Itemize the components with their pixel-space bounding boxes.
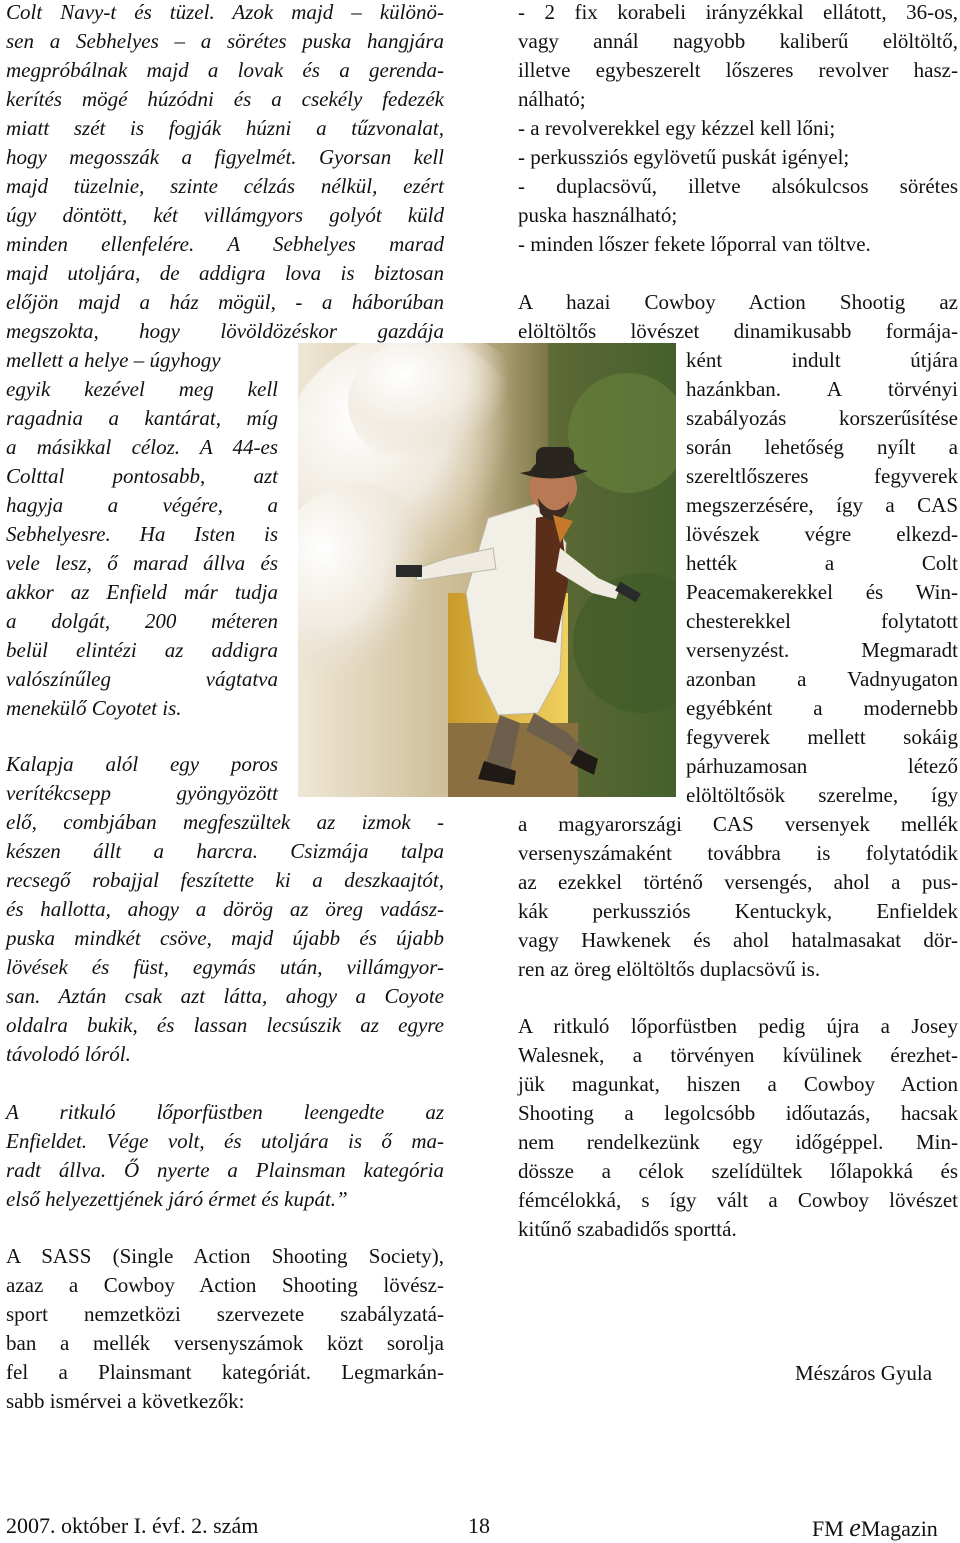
text-line: verítékcsepp gyöngyözött (6, 781, 278, 805)
footer-issue-date: 2007. október I. évf. 2. szám (6, 1513, 259, 1538)
text-line: azaz a Cowboy Action Shooting lövész- (6, 1273, 444, 1297)
text-line: - minden lőszer fekete lőporral van töltve. (518, 232, 871, 256)
text-line: versenyzést. Megmaradt (686, 638, 958, 662)
text-line: ren az öreg elöltöltős duplacsövű is. (518, 957, 821, 981)
text-line: lövések és füst, egymás után, villámgyor- (6, 955, 444, 979)
text-line: - a revolverekkel egy kézzel kell lőni; (518, 116, 836, 140)
text-line: majd tüzelnie, szinte célzás nélkül, ezért (6, 174, 444, 198)
text-line: Sebhelyesre. Ha Isten is (6, 522, 278, 546)
text-line: chesterekkel folytatott (686, 609, 958, 633)
text-line: versenyszámaként továbbra is folytatódik (518, 841, 958, 865)
text-line: - duplacsövű, illetve alsókulcsos sörétes (518, 174, 958, 198)
text-line: a másikkal céloz. A 44-es (6, 435, 278, 459)
text-line: Shooting a legolcsóbb időutazás, hacsak (518, 1101, 958, 1125)
text-line: hogy megosszák a figyelmét. Gyorsan kell (6, 145, 444, 169)
text-line: vagy Hawkenek és ahol hatalmasakat dör- (518, 928, 958, 952)
text-line: egyébként a modernebb (686, 696, 958, 720)
text-line: nem rendelkezünk egy időgéppel. Min- (518, 1130, 958, 1154)
text-line: sport nemzetközi szervezete szabályzatá- (6, 1302, 444, 1326)
text-line: belül elintézi az addigra (6, 638, 278, 662)
text-line: szereltlőszeres fegyverek (686, 464, 958, 488)
text-line: megpróbálnak majd a lovak és a gerenda- (6, 58, 444, 82)
text-line: vele lesz, ő marad állva és (6, 551, 278, 575)
author-signature: Mészáros Gyula (795, 1361, 933, 1385)
text-line: Walesnek, a törvényen kívülinek érezhet- (518, 1043, 958, 1067)
text-line: fegyverek mellett sokáig (686, 725, 958, 749)
text-line: menekülő Coyotet is. (6, 696, 182, 720)
magazine-brand (812, 1513, 938, 1543)
cowboy-shooter-photo (298, 343, 676, 797)
text-line: Enfieldet. Vége volt, és utoljára is ő ma- (6, 1129, 444, 1153)
text-line: a dolgát, 200 méteren (6, 609, 278, 633)
text-line: ként indult útjára (686, 348, 958, 372)
text-line: kák perkussziós Kentuckyk, Enfieldek (518, 899, 958, 923)
text-line: minden ellenfelére. A Sebhelyes marad (6, 232, 444, 256)
text-line: megszokta, hogy lövöldözéskor gazdája (6, 319, 444, 343)
brand-prefix: FM (812, 1516, 850, 1541)
text-line: azonban a Vadnyugaton (686, 667, 958, 691)
text-line: ban a mellék versenyszámok közt sorolja (6, 1331, 444, 1355)
text-line: elöltöltős lövészet dinamikusabb formája- (518, 319, 958, 343)
text-line: majd utoljára, de addigra lova is biztosan (6, 261, 444, 285)
text-line: az ezekkel történő versengés, ahol a pus- (518, 870, 958, 894)
text-line: egyik kezével meg kell (6, 377, 278, 401)
text-line: hették a Colt (686, 551, 958, 575)
brand-e: e (849, 1513, 861, 1542)
text-line: vagy annál nagyobb kaliberű elöltöltő, (518, 29, 958, 53)
text-line: lövészek végre elkezd- (686, 522, 958, 546)
text-line: A hazai Cowboy Action Shootig az (518, 290, 958, 314)
text-line: nálható; (518, 87, 586, 111)
text-line: és hallotta, ahogy a dörög az öreg vadász- (6, 897, 444, 921)
text-line: A ritkuló lőporfüstben leengedte az (6, 1100, 444, 1124)
text-line: mellett a helye – úgyhogy (6, 348, 221, 372)
text-line: kitűnő szabadidős sporttá. (518, 1217, 737, 1241)
text-line: elöltöltősök szerelme, így (686, 783, 958, 807)
text-line: A ritkuló lőporfüstben pedig újra a Josey (518, 1014, 958, 1038)
text-line: fel a Plainsmant kategóriát. Legmarkán- (6, 1360, 444, 1384)
brand-suffix: Magazin (860, 1516, 938, 1541)
text-line: Colt Navy-t és tüzel. Azok majd – különö- (6, 0, 444, 24)
text-line: puska mindkét csöve, majd újabb és újabb (6, 926, 444, 950)
text-line: sen a Sebhelyes – a sörétes puska hangjára (6, 29, 444, 53)
page-number: 18 (468, 1513, 490, 1538)
text-line: ragadnia a kantárat, míg (6, 406, 278, 430)
text-line: távolodó lóról. (6, 1042, 131, 1066)
text-line: fémcélokká, s így vált a Cowboy lövészet (518, 1188, 958, 1212)
text-line: sabb ismérvei a következők: (6, 1389, 245, 1413)
text-line: A SASS (Single Action Shooting Society), (6, 1244, 444, 1268)
text-line: Peacemakerekkel és Win- (686, 580, 958, 604)
text-line: recsegő robajjal feszítette ki a deszkaajtót, (6, 868, 444, 892)
text-line: a magyarországi CAS versenyek mellék (518, 812, 958, 836)
text-line: valószínűleg vágtatva (6, 667, 278, 691)
text-line: Colttal pontosabb, azt (6, 464, 278, 488)
text-line: illetve egybeszerelt lőszeres revolver hasz- (518, 58, 958, 82)
text-line: miatt szét is fogják húzni a tűzvonalat, (6, 116, 444, 140)
text-line: oldalra bukik, és lassan lecsúszik az egyre (6, 1013, 444, 1037)
text-line: párhuzamosan létező (686, 754, 958, 778)
text-line: hagyja a végére, a (6, 493, 278, 517)
text-line: hazánkban. A törvényi (686, 377, 958, 401)
text-line: első helyezettjének járó érmet és kupát.” (6, 1187, 348, 1211)
text-line: úgy döntött, két villámgyors golyót küld (6, 203, 444, 227)
text-line: san. Aztán csak azt látta, ahogy a Coyote (6, 984, 444, 1008)
text-line: - 2 fix korabeli irányzékkal ellátott, 36-os, (518, 0, 958, 24)
text-line: készen állt a harcra. Csizmája talpa (6, 839, 444, 863)
text-line: - perkussziós egylövetű puskát igényel; (518, 145, 850, 169)
text-line: dössze a célok szelídültek lőlapokká és (518, 1159, 958, 1183)
text-line: akkor az Enfield már tudja (6, 580, 278, 604)
text-line: Kalapja alól egy poros (6, 752, 278, 776)
text-line: során lehetőség nyílt a (686, 435, 958, 459)
text-line: jük magunkat, hiszen a Cowboy Action (518, 1072, 958, 1096)
text-line: szabályozás korszerűsítése (686, 406, 958, 430)
text-line: radt állva. Ő nyerte a Plainsman kategória (6, 1158, 444, 1182)
text-line: kerítés mögé húzódni és a csekély fedezék (6, 87, 444, 111)
text-line: előjön majd a ház mögül, - a háborúban (6, 290, 444, 314)
text-line: elő, combjában megfeszültek az izmok - (6, 810, 444, 834)
text-line: megszerzésére, így a CAS (686, 493, 958, 517)
text-line: puska használható; (518, 203, 678, 227)
